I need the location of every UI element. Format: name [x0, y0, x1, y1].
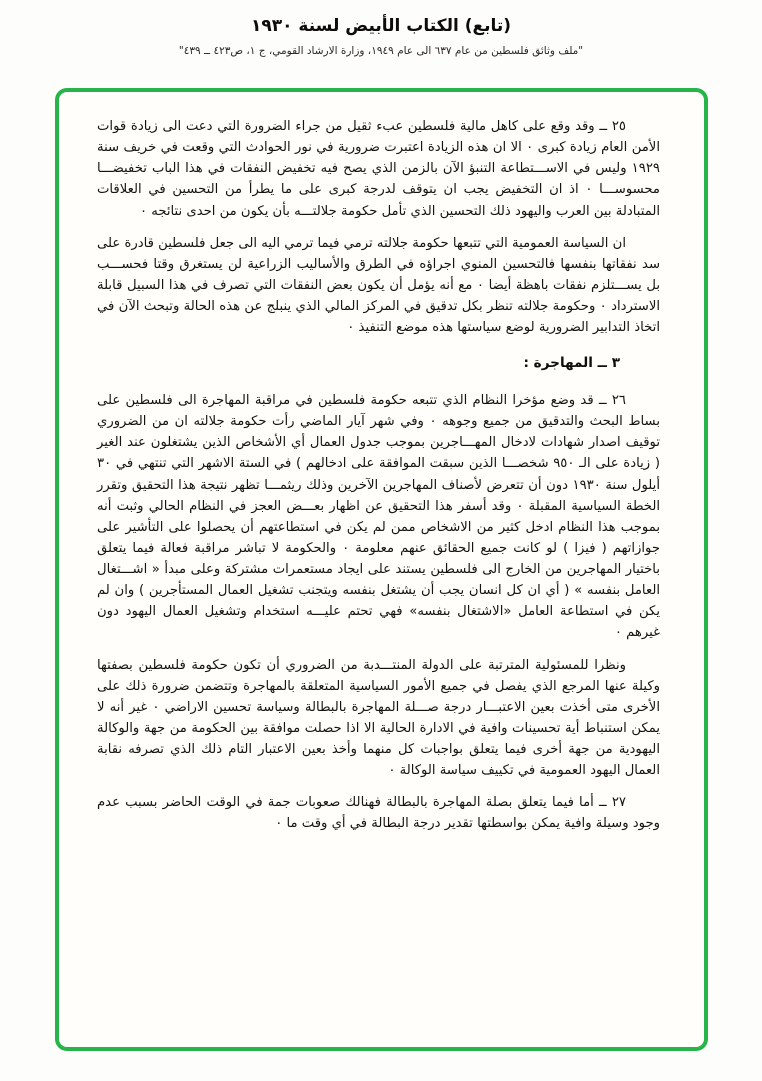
scanned-page-content — [59, 92, 704, 853]
paragraph-general-policy: ان السياسة العمومية التي تتبعها حكومة جلالته ترمي فيما ترمي اليه الى جعل فلسطين قادرة على سد نفقاتها بنفسها فالتحسين المنوي اجراؤه في الطرق والأساليب الزراعية لن يستغرق وقتا فحســـب بل يســـتلزم نفقات باهظة أيضا ٠ مع أنه يؤمل أن يكون بعض النفقات التي تصرف في هذا السبيل قابلة الاسترداد ٠ وحكومة جلالته تنظر بكل تدقيق في المركز المالي الذي ينبلج عن هذه الحالة وتبحث الآن في اتخاذ التدابير الضرورية لوضع سياستها هذه موضع التنفيذ ٠ — [97, 235, 661, 336]
section-heading-migration: ٣ ــ المهاجرة : — [523, 355, 620, 372]
scanned-page-frame — [55, 88, 708, 1051]
page-header — [0, 0, 762, 57]
paragraph-26: ٢٦ ــ قد وضع مؤخرا النظام الذي تتبعه حكومة فلسطين في مراقبة المهاجرة الى فلسطين على بساط البحث والتدقيق من جميع وجوهه ٠ وفي شهر آيار الماضي رأت حكومة جلالته ان من الضروري توقيف اصدار شهادات لادخال المهـــاجرين بموجب جدول العمال أي الأشخاص الذين يشتغلون عند الغير ( زيادة على الـ ٩٥٠ شخصـــا الذين سبقت الموافقة على ادخالهم ) في الستة الاشهر التي تنتهي في ٣٠ أيلول سنة ١٩٣٠ دون أن تتعرض لأصناف المهاجرين الآخرين وذلك ريثمـــا تظهر نتيجة هذا التحقيق وتقرر الخطة السياسية المقبلة ٠ وقد أسفر هذا التحقيق عن اظهار بعـــض العجز في النظام الحالي وثبت أنه بموجب هذا النظام ادخل كثير من الاشخاص ممن لم يكن في استطاعتهم أن يحصلوا على التأشير على جوازاتهم ( فيزا ) لو كانت جميع الحقائق عنهم معلومة ٠ والحكومة لا تباشر مراقبة فعالة فيما يتعلق باختيار المهاجرين من الخارج الى فلسطين يستند على ايجاد مستعمرات مشتركة وعلى مبدأ « اشـــتغال العامل بنفسه » ( أي ان كل انسان يجب أن يشتغل بنفسه ويتجنب تشغيل العمال المستأجرين ) وان لم يكن في استطاعة العامل «الاشتغال بنفسه» فهي تحتم عليـــه استخدام وتشغيل العمال اليهود دون غيرهم ٠ — [97, 393, 660, 641]
paragraph-25: ٢٥ ــ وقد وقع على كاهل مالية فلسطين عبء ثقيل من جراء الضرورة التي دعت الى زيادة قوات الأمن العام زيادة كبرى ٠ الا ان هذه الزيادة اعتبرت ضرورية في نور الحوادث التي وقعت في خريف سنة ١٩٢٩ وليس في الاســـتطاعة التنبؤ الآن بالزمن الذي يصح فيه تخفيض النفقات في هذا الباب تخفيضـــا محسوســـا ٠ اذ ان التخفيض يجب ان يتوقف لدرجة كبرى على ما يطرأ من التحسين في العلاقات المتبادلة بين العرب واليهود ذلك التحسين الذي تأمل حكومة جلالتـــه بأن يكون من احدى نتائجه ٠ — [97, 119, 660, 219]
paragraph-mandate-responsibility: ونظرا للمسئولية المترتبة على الدولة المنتـــدبة من الضروري أن تكون حكومة فلسطين بصفتها وكيلة عنها المرجع الذي يفصل في جميع الأمور السياسية المتعلقة بالمهاجرة وتتضمن ضرورة ذلك على الأخرى متى أخذت بعين الاعتبـــار درجة صـــلة المهاجرة بالبطالة وسياسة تحسين الاراضي ٠ غير أنه لا يمكن استنباط أية تحسينات وافية في الادارة الحالية الا اذا حصلت موافقة بين الحكومة من جهة والوكالة اليهودية من جهة أخرى فيما يتعلق بواجبات كل منهما وأخذ بعين الاعتبار التام ذلك الذي تصرفه نقابة العمال اليهود العمومية في تكييف سياسة الوكالة ٠ — [97, 657, 660, 779]
source-citation: "ملف وثائق فلسطين من عام ٦٣٧ الى عام ١٩٤٩، وزارة الارشاد القومي، ج ١، ص٤٢٣ ــ ٤٣٩" — [178, 45, 584, 57]
page-title: (تابع) الكتاب الأبيض لسنة ١٩٣٠ — [250, 16, 512, 36]
paragraph-27: ٢٧ ــ أما فيما يتعلق بصلة المهاجرة بالبطالة فهنالك صعوبات جمة في الوقت الحاضر بسبب عدم وجود وسيلة وافية يمكن بواسطتها تقدير درجة البطالة في أي وقت ما ٠ — [97, 795, 660, 832]
